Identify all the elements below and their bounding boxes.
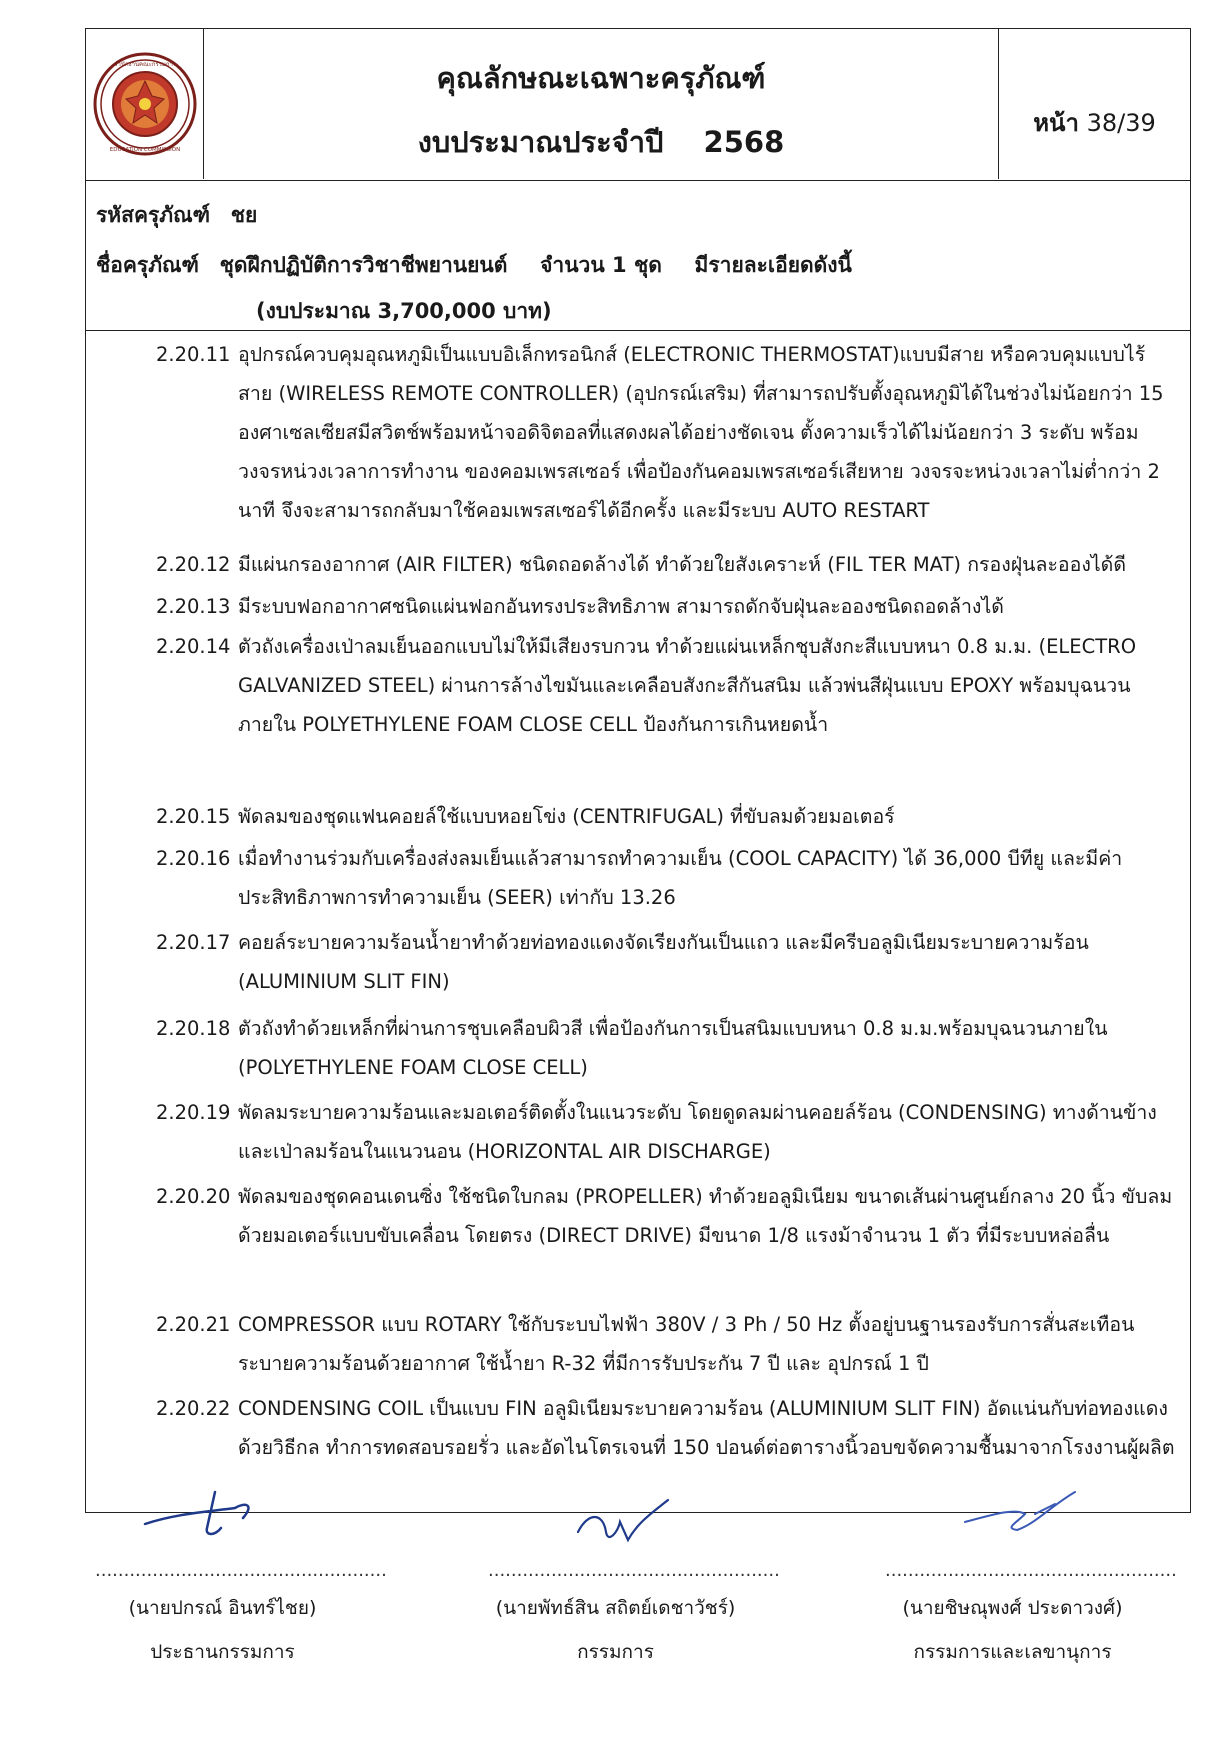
list-item bbox=[156, 1305, 1176, 1383]
budget-year-title bbox=[204, 119, 998, 165]
item-number: 2.20.14 bbox=[156, 635, 231, 658]
title-cell bbox=[204, 29, 998, 179]
list-item bbox=[156, 335, 1176, 530]
equipment-code-label: รหัสครุภัณฑ์ bbox=[96, 203, 211, 227]
item-text: เมื่อทำงานร่วมกับเครื่องส่งลมเย็นแล้วสามารถทำความเย็น (COOL CAPACITY) ได้ 36,000 บีทียู และมีค่าประสิทธิภาพการทำความเย็น (SEER) เท่ากับ 13.26 bbox=[238, 847, 1123, 909]
item-text: CONDENSING COIL เป็นแบบ FIN อลูมิเนียมระบายความร้อน (ALUMINIUM SLIT FIN) อัดแน่นกับท่อทองแดงด้วยวิธีกล ทำการทดสอบรอยรั่ว และอัดไนโตรเจนที่ 150 ปอนด์ต่อตารางนิ้วอบขจัดความชื้นมาจากโรงงานผู้ผลิต bbox=[238, 1397, 1175, 1459]
handwritten-signature-icon bbox=[135, 1484, 315, 1544]
item-text: พัดลมของชุดคอนเดนซิ่ง ใช้ชนิดใบกลม (PROPELLER) ทำด้วยอลูมิเนียม ขนาดเส้นผ่านศูนย์กลาง 20 นิ้ว ขับลมด้วยมอเตอร์แบบขับเคลื่อน โดยตรง (DIRECT DRIVE) มีขนาด 1/8 แรงม้าจำนวน 1 ตัว ที่มีระบบหล่อลื่น bbox=[238, 1185, 1173, 1247]
svg-text:EDUCATION COMMISSION: EDUCATION COMMISSION bbox=[109, 147, 181, 153]
signatory-role: กรรมการ bbox=[577, 1641, 654, 1663]
item-number: 2.20.18 bbox=[156, 1017, 231, 1040]
item-text: ตัวถังทำด้วยเหล็กที่ผ่านการชุบเคลือบผิวสี เพื่อป้องกันการเป็นสนิมแบบหนา 0.8 ม.ม.พร้อมบุฉนวนภายใน (POLYETHYLENE FOAM CLOSE CELL) bbox=[238, 1017, 1108, 1079]
item-text: พัดลมของชุดแฟนคอยล์ใช้แบบหอยโข่ง (CENTRIFUGAL) ที่ขับลมด้วยมอเตอร์ bbox=[238, 805, 895, 828]
signature-block-member bbox=[488, 1520, 780, 1667]
signature-line: ................................................... bbox=[488, 1560, 780, 1581]
signature-line: ................................................... bbox=[885, 1560, 1177, 1581]
signatory-name: (นายพัทธ์สิน สถิตย์เดชาวัชร์) bbox=[495, 1597, 736, 1619]
item-text: คอยล์ระบายความร้อนน้ำยาทำด้วยท่อทองแดงจัดเรียงกันเป็นแถว และมีครีบอลูมิเนียมระบายความร้อน (ALUMINIUM SLIT FIN) bbox=[238, 931, 1089, 993]
list-item bbox=[156, 545, 1176, 584]
list-item bbox=[156, 839, 1176, 917]
list-item bbox=[156, 1177, 1176, 1255]
signatory-role: ประธานกรรมการ bbox=[150, 1641, 295, 1663]
item-text: ตัวถังเครื่องเป่าลมเย็นออกแบบไม่ให้มีเสียงรบกวน ทำด้วยแผ่นเหล็กชุบสังกะสีแบบหนา 0.8 ม.ม. (ELECTRO GALVANIZED STEEL) ผ่านการล้างไขมันและเคลือบสังกะสีกันสนิม แล้วพ่นสีฝุ่นแบบ EPOXY พร้อมบุฉนวนภายใน POLYETHYLENE FOAM CLOSE CELL ป้องกันการเกินหยดน้ำ bbox=[238, 635, 1137, 736]
signature-block-secretary bbox=[885, 1520, 1177, 1667]
budget-year: 2568 bbox=[703, 125, 785, 159]
item-number: 2.20.13 bbox=[156, 595, 231, 618]
page-number bbox=[999, 103, 1190, 142]
equipment-info bbox=[86, 181, 1190, 331]
item-text: พัดลมระบายความร้อนและมอเตอร์ติดตั้งในแนวระดับ โดยดูดลมผ่านคอยล์ร้อน (CONDENSING) ทางด้านข้าง และเป่าลมร้อนในแนวนอน (HORIZONTAL AIR DISCHARGE) bbox=[238, 1101, 1157, 1163]
page-value: 38/39 bbox=[1086, 109, 1156, 137]
budget-amount-text: (งบประมาณ 3,700,000 บาท) bbox=[256, 299, 552, 323]
item-text: มีระบบฟอกอากาศชนิดแผ่นฟอกอันทรงประสิทธิภาพ สามารถดักจับฝุ่นละอองชนิดถอดล้างได้ bbox=[238, 595, 1004, 618]
signature-block-chairman bbox=[95, 1520, 387, 1667]
equipment-name-value: ชุดฝึกปฏิบัติการวิชาชีพยานยนต์ bbox=[219, 253, 508, 277]
budget-year-label: งบประมาณประจำปี bbox=[417, 125, 664, 159]
signatory-name: (นายปกรณ์ อินทร์ไชย) bbox=[128, 1597, 317, 1619]
item-number: 2.20.19 bbox=[156, 1101, 231, 1124]
document-frame bbox=[85, 28, 1191, 1513]
page-label: หน้า bbox=[1033, 109, 1079, 137]
equipment-quantity: จำนวน 1 ชุด bbox=[540, 253, 662, 277]
page-cell bbox=[998, 29, 1190, 179]
list-item bbox=[156, 1009, 1176, 1087]
item-number: 2.20.16 bbox=[156, 847, 231, 870]
item-number: 2.20.15 bbox=[156, 805, 231, 828]
equipment-name-row bbox=[96, 249, 852, 282]
signature-line: ................................................... bbox=[95, 1560, 387, 1581]
detail-note: มีรายละเอียดดังนี้ bbox=[694, 253, 852, 277]
item-text: COMPRESSOR แบบ ROTARY ใช้กับระบบไฟฟ้า 380V / 3 Ph / 50 Hz ตั้งอยู่บนฐานรองรับการสั่นสะเทือนระบายความร้อนด้วยอากาศ ใช้น้ำยา R-32 ที่มีการรับประกัน 7 ปี และ อุปกรณ์ 1 ปี bbox=[238, 1313, 1135, 1375]
svg-text:สำนักงานคณะกรรมการ: สำนักงานคณะกรรมการ bbox=[113, 61, 177, 68]
item-number: 2.20.21 bbox=[156, 1313, 231, 1336]
budget-amount bbox=[256, 295, 552, 328]
item-number: 2.20.12 bbox=[156, 553, 231, 576]
handwritten-signature-icon bbox=[955, 1484, 1085, 1544]
document-header bbox=[86, 29, 1190, 181]
vocational-commission-seal-icon bbox=[92, 51, 198, 157]
equipment-code-row bbox=[96, 199, 257, 232]
handwritten-signature-icon bbox=[558, 1492, 678, 1552]
document-title: คุณลักษณะเฉพาะครุภัณฑ์ bbox=[436, 61, 766, 95]
list-item bbox=[156, 587, 1176, 626]
item-number: 2.20.17 bbox=[156, 931, 231, 954]
list-item bbox=[156, 1093, 1176, 1171]
equipment-code-value: ชย bbox=[230, 203, 258, 227]
list-item bbox=[156, 1389, 1176, 1467]
signature-section bbox=[0, 1520, 1227, 1720]
signatory-name: (นายชิษณุพงศ์ ประดาวงศ์) bbox=[902, 1597, 1123, 1619]
list-item bbox=[156, 797, 1176, 836]
list-item bbox=[156, 627, 1176, 744]
item-text: อุปกรณ์ควบคุมอุณหภูมิเป็นแบบอิเล็กทรอนิกส์ (ELECTRONIC THERMOSTAT)แบบมีสาย หรือควบคุมแบบไร้สาย (WIRELESS REMOTE CONTROLLER) (อุปกรณ์เสริม) ที่สามารถปรับตั้งอุณหภูมิได้ในช่วงไม่น้อยกว่า 15 องศาเซลเซียสมีสวิตช์พร้อมหน้าจอดิจิตอลที่แสดงผลได้อย่างชัดเจน ตั้งความเร็วได้ไม่น้อยกว่า 3 ระดับ พร้อมวงจรหน่วงเวลาการทำงาน ของคอมเพรสเซอร์ เพื่อป้องกันคอมเพรสเซอร์เสียหาย วงจรจะหน่วงเวลาไม่ต่ำกว่า 2 นาที จึงจะสามารถกลับมาใช้คอมเพรสเซอร์ได้อีกครั้ง และมีระบบ AUTO RESTART bbox=[238, 343, 1164, 522]
item-text: มีแผ่นกรองอากาศ (AIR FILTER) ชนิดถอดล้างได้ ทำด้วยใยสังเคราะห์ (FIL TER MAT) กรองฝุ่นละอองได้ดี bbox=[238, 553, 1126, 576]
list-item bbox=[156, 923, 1176, 1001]
item-number: 2.20.22 bbox=[156, 1397, 231, 1420]
logo-cell bbox=[86, 29, 204, 179]
item-number: 2.20.20 bbox=[156, 1185, 231, 1208]
item-number: 2.20.11 bbox=[156, 343, 231, 366]
equipment-name-label: ชื่อครุภัณฑ์ bbox=[96, 253, 199, 277]
signatory-role: กรรมการและเลขานุการ bbox=[913, 1641, 1112, 1663]
